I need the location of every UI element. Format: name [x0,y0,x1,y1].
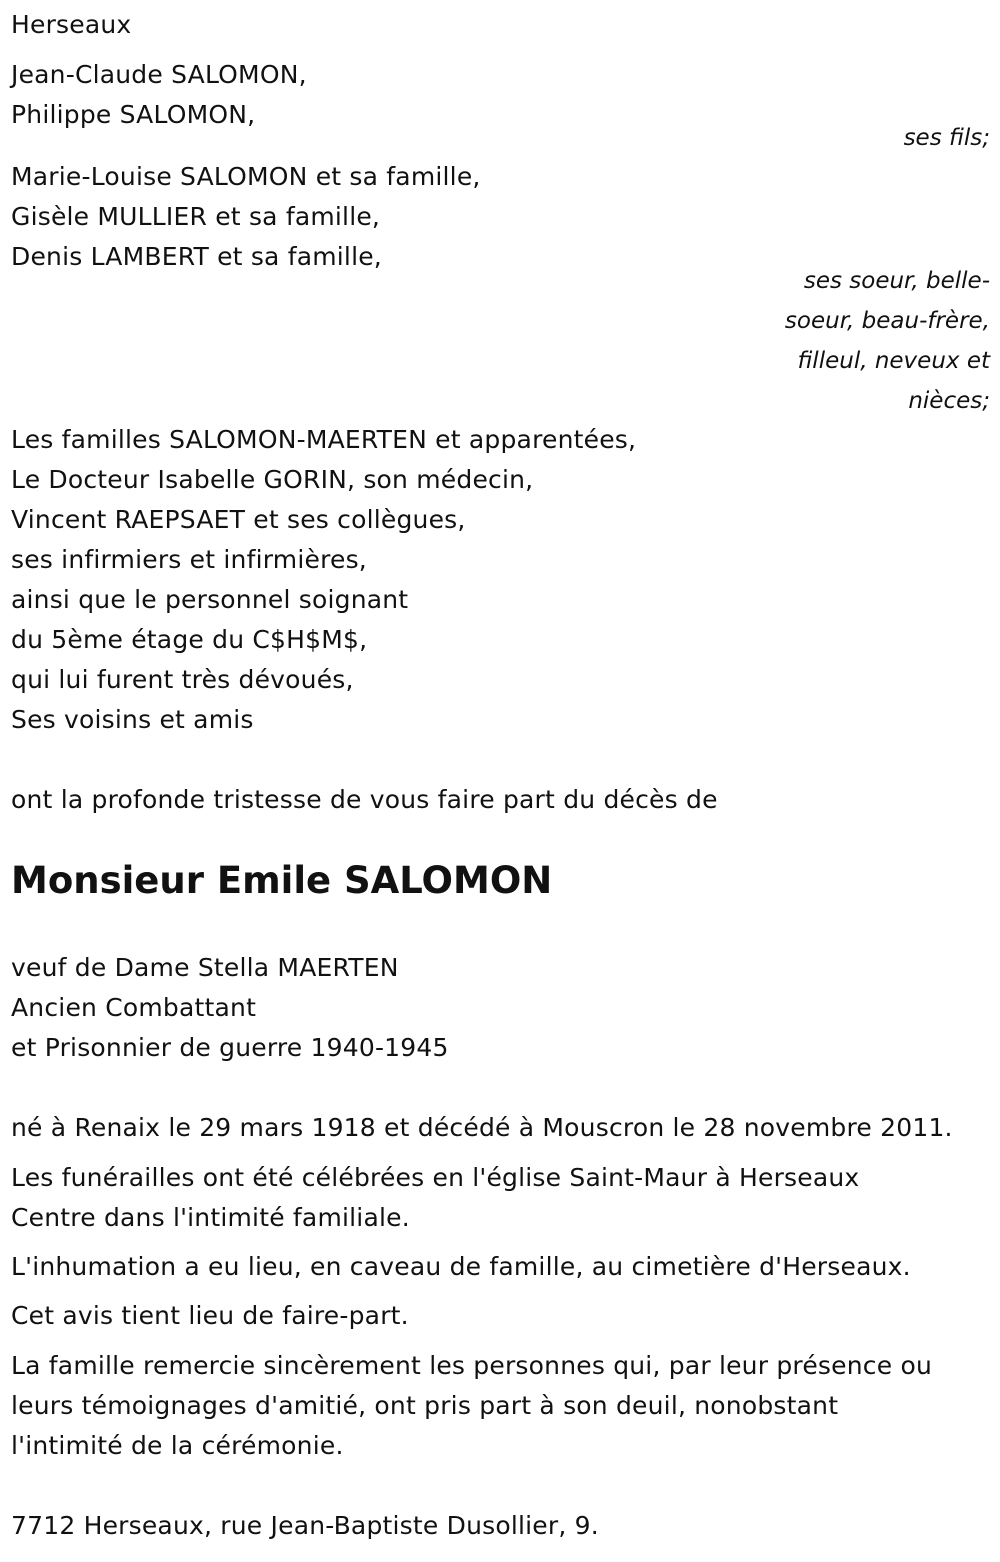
mourner-line: Vincent RAEPSAET et ses collègues, [11,505,466,534]
thanks-line: leurs témoignages d'amitié, ont pris part à son deuil, nonobstant [11,1391,839,1420]
son-line: Philippe SALOMON, [11,100,256,129]
relative-line: Denis LAMBERT et sa famille, [11,242,382,271]
mourner-line: Le Docteur Isabelle GORIN, son médecin, [11,465,534,494]
deceased-name: Monsieur Emile SALOMON [11,859,553,902]
mourner-line: qui lui furent très dévoués, [11,665,354,694]
thanks-line: La famille remercie sincèrement les personnes qui, par leur présence ou [11,1351,932,1380]
funeral-line: Les funérailles ont été célébrées en l'église Saint-Maur à Herseaux [11,1163,860,1192]
sons-role: ses fils; [903,125,990,151]
burial-line: L'inhumation a eu lieu, en caveau de famille, au cimetière d'Herseaux. [11,1252,911,1281]
relative-line: Marie-Louise SALOMON et sa famille, [11,162,481,191]
notice-line: Cet avis tient lieu de faire-part. [11,1301,409,1330]
detail-line: Ancien Combattant [11,993,257,1022]
relative-line: Gisèle MULLIER et sa famille, [11,202,381,231]
mourner-line: ses infirmiers et infirmières, [11,545,367,574]
detail-line: veuf de Dame Stella MAERTEN [11,953,399,982]
mourner-line: du 5ème étage du C$H$M$, [11,625,368,654]
son-line: Jean-Claude SALOMON, [11,60,307,89]
mourner-line: Les familles SALOMON-MAERTEN et apparentées, [11,425,637,454]
detail-line: et Prisonnier de guerre 1940-1945 [11,1033,449,1062]
address-line: 7712 Herseaux, rue Jean-Baptiste Dusollier, 9. [11,1511,599,1540]
relatives-role-line: ses soeur, belle- [803,268,990,294]
mourner-line: Ses voisins et amis [11,705,254,734]
funeral-line: Centre dans l'intimité familiale. [11,1203,410,1232]
location-line: Herseaux [11,10,132,39]
birth-death-line: né à Renaix le 29 mars 1918 et décédé à Mouscron le 28 novembre 2011. [11,1113,953,1142]
announcement-line: ont la profonde tristesse de vous faire part du décès de [11,785,718,814]
mourner-line: ainsi que le personnel soignant [11,585,409,614]
relatives-role-line: soeur, beau-frère, [784,308,990,334]
thanks-line: l'intimité de la cérémonie. [11,1431,344,1460]
relatives-role-line: nièces; [908,388,990,414]
relatives-role-line: filleul, neveux et [797,348,990,374]
